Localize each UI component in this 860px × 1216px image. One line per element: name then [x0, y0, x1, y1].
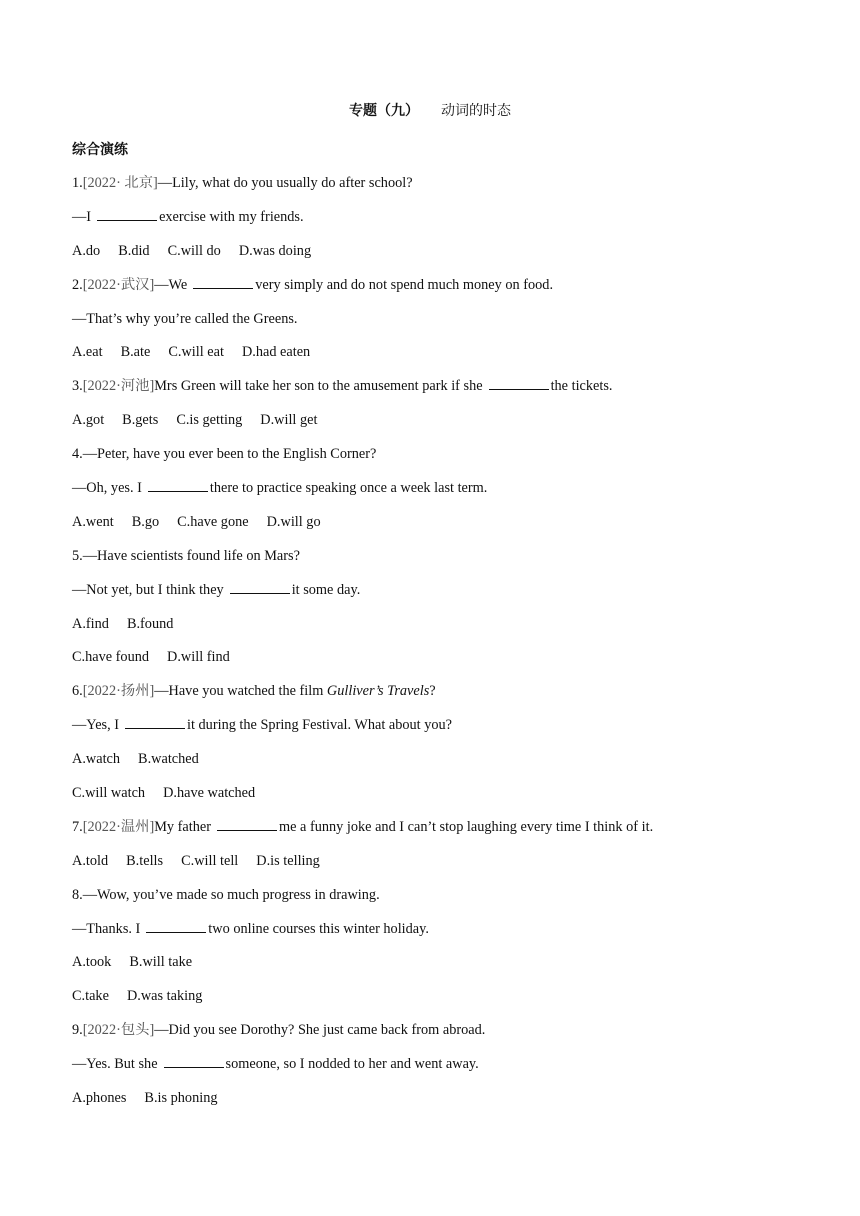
- question-text: —Did you see Dorothy? She just came back from abroad.: [154, 1022, 486, 1039]
- options-line: [72, 614, 792, 648]
- answer-blank[interactable]: [148, 478, 208, 492]
- question-number: 9.: [72, 1022, 83, 1039]
- question-text: two online courses this winter holiday.: [208, 920, 429, 937]
- question-source: [2022·温州]: [82, 818, 155, 835]
- title-sub: 动词的时态: [441, 103, 511, 119]
- option-c: C.take: [72, 988, 109, 1005]
- question-number: 8.: [72, 886, 83, 903]
- option-a: A.do: [72, 242, 101, 259]
- option-d: D.will get: [260, 412, 318, 429]
- question-text: very simply and do not spend much money on food.: [255, 276, 554, 293]
- option-b: B.ate: [120, 344, 151, 361]
- question-source: [2022· 北京]: [82, 175, 158, 191]
- options-line: [72, 952, 792, 986]
- question-text: —Have scientists found life on Mars?: [82, 547, 300, 564]
- option-d: D.was doing: [238, 242, 312, 259]
- section-heading: 综合演练: [72, 142, 128, 158]
- question-line: [72, 376, 792, 410]
- answer-blank[interactable]: [217, 817, 277, 831]
- question-text: —Peter, have you ever been to the English Corner?: [82, 446, 377, 463]
- question-text: it some day.: [291, 581, 361, 598]
- option-a: A.eat: [72, 344, 103, 361]
- question-text: —That’s why you’re called the Greens.: [72, 310, 298, 327]
- option-a: A.told: [72, 852, 109, 869]
- question-line: [72, 1020, 792, 1054]
- option-d: D.have watched: [163, 785, 256, 802]
- question-number: 7.: [72, 818, 83, 835]
- option-b: B.go: [131, 513, 160, 530]
- question-line: [72, 1054, 792, 1088]
- options-line: [72, 986, 792, 1020]
- question-text: ?: [429, 683, 436, 700]
- option-c: C.will watch: [72, 785, 146, 802]
- answer-blank[interactable]: [125, 715, 185, 729]
- question-line: [72, 817, 792, 851]
- question-line: [72, 546, 792, 580]
- option-a: A.took: [72, 954, 112, 971]
- question-number: 3.: [72, 378, 83, 395]
- option-c: C.have gone: [177, 513, 249, 530]
- options-line: [72, 512, 792, 546]
- question-line: [72, 207, 792, 241]
- question-text: —Oh, yes. I: [72, 480, 142, 497]
- question-text: there to practice speaking once a week last term.: [209, 480, 488, 497]
- question-number: 6.: [72, 683, 83, 700]
- option-b: B.is phoning: [144, 1090, 218, 1107]
- option-b: B.tells: [126, 852, 164, 869]
- options-line: [72, 851, 792, 885]
- question-text: —We: [154, 276, 188, 293]
- option-b: B.gets: [122, 412, 159, 429]
- option-a: A.phones: [72, 1090, 127, 1107]
- options-line: [72, 749, 792, 783]
- question-number: 4.: [72, 446, 83, 463]
- option-d: D.will find: [167, 649, 230, 666]
- question-text: —Yes, I: [72, 717, 120, 734]
- option-d: D.had eaten: [241, 344, 311, 361]
- question-text: someone, so I nodded to her and went away.: [225, 1056, 479, 1073]
- option-a: A.went: [72, 513, 114, 530]
- question-number: 2.: [72, 276, 83, 293]
- question-line: [72, 275, 792, 309]
- question-text: —Not yet, but I think they: [72, 581, 224, 598]
- question-line: [72, 173, 792, 207]
- question-text: —Lily, what do you usually do after school?: [157, 175, 413, 191]
- question-number: 1.: [72, 175, 83, 191]
- options-line: [72, 342, 792, 376]
- option-b: B.did: [118, 242, 150, 259]
- question-line: [72, 309, 792, 343]
- option-b: B.watched: [138, 751, 199, 768]
- option-b: B.will take: [129, 954, 193, 971]
- answer-blank[interactable]: [230, 580, 290, 594]
- question-line: [72, 681, 792, 715]
- question-text: me a funny joke and I can’t stop laughing every time I think of it.: [279, 818, 654, 835]
- question-line: [72, 478, 792, 512]
- title-main: 专题（九）: [349, 103, 419, 119]
- option-c: C.will eat: [168, 344, 224, 361]
- option-c: C.have found: [72, 649, 150, 666]
- question-line: [72, 444, 792, 478]
- answer-blank[interactable]: [97, 207, 157, 221]
- options-line: [72, 647, 792, 681]
- question-list: [72, 173, 792, 1122]
- question-text: it during the Spring Festival. What about you?: [187, 717, 453, 734]
- question-text: —Thanks. I: [72, 920, 141, 937]
- answer-blank[interactable]: [146, 919, 206, 933]
- question-text: —I: [72, 208, 92, 225]
- question-text: Mrs Green will take her son to the amusement park if she: [154, 378, 483, 395]
- question-number: 5.: [72, 547, 83, 564]
- question-text: —Have you watched the film: [154, 683, 327, 700]
- question-source: [2022·武汉]: [82, 276, 155, 293]
- question-source: [2022·包头]: [82, 1022, 155, 1039]
- options-line: [72, 410, 792, 444]
- option-a: A.find: [72, 615, 109, 632]
- option-c: C.is getting: [176, 412, 243, 429]
- question-text: —Yes. But she: [72, 1056, 158, 1073]
- options-line: [72, 241, 792, 275]
- option-a: A.got: [72, 412, 105, 429]
- answer-blank[interactable]: [164, 1054, 224, 1068]
- question-line: [72, 885, 792, 919]
- question-source: [2022·扬州]: [82, 683, 155, 700]
- question-line: [72, 580, 792, 614]
- option-d: D.is telling: [256, 852, 320, 869]
- question-line: [72, 919, 792, 953]
- answer-blank[interactable]: [489, 376, 549, 390]
- options-line: [72, 1088, 792, 1122]
- option-c: C.will tell: [181, 852, 239, 869]
- question-text: —Wow, you’ve made so much progress in drawing.: [82, 886, 380, 903]
- question-text: the tickets.: [550, 378, 613, 395]
- option-c: C.will do: [167, 242, 221, 259]
- question-text: My father: [154, 818, 211, 835]
- option-d: D.was taking: [126, 988, 203, 1005]
- question-line: [72, 715, 792, 749]
- film-title: Gulliver’s Travels: [326, 683, 430, 700]
- option-d: D.will go: [266, 513, 321, 530]
- question-text: exercise with my friends.: [159, 208, 304, 225]
- option-a: A.watch: [72, 751, 121, 768]
- question-source: [2022·河池]: [82, 378, 155, 395]
- page-title: [0, 100, 860, 120]
- option-b: B.found: [126, 615, 174, 632]
- options-line: [72, 783, 792, 817]
- answer-blank[interactable]: [193, 275, 253, 289]
